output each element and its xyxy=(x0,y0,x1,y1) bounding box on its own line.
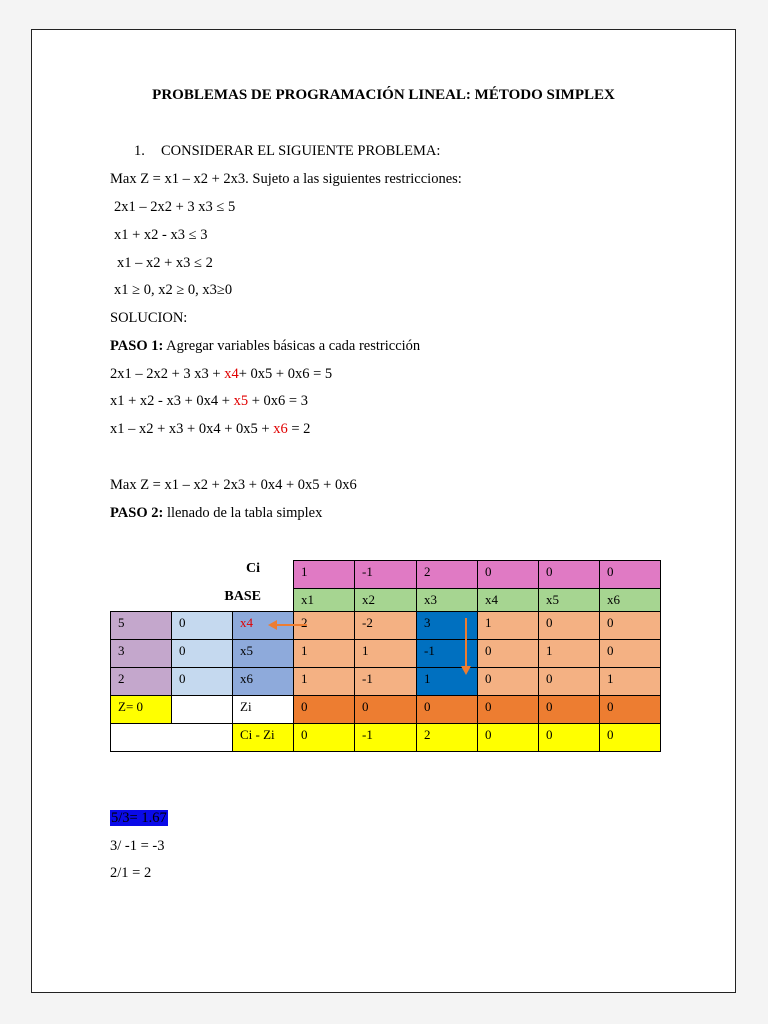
step2-label: PASO 2: xyxy=(110,505,164,521)
problem-number: 1. xyxy=(134,143,145,159)
cb-cell: 0 xyxy=(171,639,233,668)
coef-cell: -2 xyxy=(354,611,417,640)
coef-cell: 0 xyxy=(477,667,539,696)
slack-var-x6: x6 xyxy=(273,421,288,437)
coef-cell: 0 xyxy=(599,611,661,640)
solution-label: SOLUCION: xyxy=(110,310,188,326)
ratio-3: 2/1 = 2 xyxy=(110,865,152,881)
rhs-cell: 3 xyxy=(110,639,172,668)
eq1-part-b: + 0x5 + 0x6 = 5 xyxy=(238,366,333,382)
rhs-cell: 5 xyxy=(110,611,172,640)
coef-cell: 1 xyxy=(354,639,417,668)
z-value-cell: Z= 0 xyxy=(110,695,172,724)
slack-var-x4: x4 xyxy=(224,366,239,382)
step1-label: PASO 1: xyxy=(110,338,164,354)
cz-cell: 2 xyxy=(416,723,478,752)
rhs-cell: 2 xyxy=(110,667,172,696)
coef-cell: 1 xyxy=(416,667,478,696)
ratio-1 xyxy=(110,809,168,827)
constraint-2: x1 + x2 - x3 ≤ 3 xyxy=(114,227,208,243)
cb-cell: 0 xyxy=(171,611,233,640)
var-header-cell: x2 xyxy=(354,588,417,612)
coef-cell: 1 xyxy=(599,667,661,696)
step1-line xyxy=(110,337,420,355)
step2-line xyxy=(110,504,322,522)
var-header-cell: x5 xyxy=(538,588,600,612)
basis-var-cell: x6 xyxy=(232,667,294,696)
ci-cell: 2 xyxy=(416,560,478,589)
extended-objective: Max Z = x1 – x2 + 2x3 + 0x4 + 0x5 + 0x6 xyxy=(110,477,357,493)
var-header-cell: x1 xyxy=(293,588,355,612)
ci-cell: 1 xyxy=(293,560,355,589)
empty-cell xyxy=(171,695,233,724)
zi-cell: 0 xyxy=(354,695,417,724)
cz-label-cell: Ci - Zi xyxy=(232,723,294,752)
var-header-cell: x4 xyxy=(477,588,539,612)
var-header-cell: x6 xyxy=(599,588,661,612)
eq1-part-a: 2x1 – 2x2 + 3 x3 + xyxy=(110,366,225,382)
ci-cell: -1 xyxy=(354,560,417,589)
ci-cell: 0 xyxy=(538,560,600,589)
problem-heading: CONSIDERAR EL SIGUIENTE PROBLEMA: xyxy=(161,143,441,159)
coef-cell: -1 xyxy=(354,667,417,696)
coef-cell: 0 xyxy=(599,639,661,668)
coef-cell: 1 xyxy=(293,639,355,668)
equation-2 xyxy=(110,392,308,410)
cz-cell: 0 xyxy=(538,723,600,752)
equation-1 xyxy=(110,365,332,383)
objective-function: Max Z = x1 – x2 + 2x3. Sujeto a las siguientes restricciones: xyxy=(110,171,462,187)
cz-cell: -1 xyxy=(354,723,417,752)
document-page xyxy=(31,29,736,993)
ci-cell: 0 xyxy=(599,560,661,589)
ci-cell: 0 xyxy=(477,560,539,589)
step2-text: llenado de la tabla simplex xyxy=(166,505,323,521)
coef-cell: 2 xyxy=(293,611,355,640)
eq3-part-a: x1 – x2 + x3 + 0x4 + 0x5 + xyxy=(110,421,274,437)
coef-cell: 0 xyxy=(538,667,600,696)
ratio-2: 3/ -1 = -3 xyxy=(110,838,165,854)
coef-cell: 0 xyxy=(477,639,539,668)
coef-cell: -1 xyxy=(416,639,478,668)
base-header-label: BASE xyxy=(224,589,261,604)
coef-cell: 3 xyxy=(416,611,478,640)
cb-cell: 0 xyxy=(171,667,233,696)
cz-cell: 0 xyxy=(293,723,355,752)
constraint-3: x1 – x2 + x3 ≤ 2 xyxy=(117,255,213,271)
var-header-cell: x3 xyxy=(416,588,478,612)
basis-var-cell: x5 xyxy=(232,639,294,668)
basis-var-cell: x4 xyxy=(232,611,294,640)
zi-cell: 0 xyxy=(477,695,539,724)
coef-cell: 1 xyxy=(538,639,600,668)
constraint-1: 2x1 – 2x2 + 3 x3 ≤ 5 xyxy=(114,199,236,215)
coef-cell: 0 xyxy=(538,611,600,640)
cz-cell: 0 xyxy=(477,723,539,752)
zi-cell: 0 xyxy=(538,695,600,724)
zi-cell: 0 xyxy=(416,695,478,724)
coef-cell: 1 xyxy=(293,667,355,696)
eq2-part-b: + 0x6 = 3 xyxy=(248,393,308,409)
zi-cell: 0 xyxy=(293,695,355,724)
eq3-part-b: = 2 xyxy=(287,421,311,437)
empty-cell xyxy=(110,723,233,752)
step1-text: Agregar variables básicas a cada restricción xyxy=(166,338,421,354)
eq2-part-a: x1 + x2 - x3 + 0x4 + xyxy=(110,393,234,409)
zi-label-cell: Zi xyxy=(232,695,294,724)
non-negativity-constraint: x1 ≥ 0, x2 ≥ 0, x3≥0 xyxy=(114,282,233,298)
cz-cell: 0 xyxy=(599,723,661,752)
zi-cell: 0 xyxy=(599,695,661,724)
ci-header-label: Ci xyxy=(246,561,260,576)
coef-cell: 1 xyxy=(477,611,539,640)
ratio-1-highlight: 5/3= 1.67 xyxy=(111,810,167,826)
slack-var-x5: x5 xyxy=(233,393,249,409)
equation-3 xyxy=(110,420,310,438)
page-title: PROBLEMAS DE PROGRAMACIÓN LINEAL: MÉTODO SIMPLEX xyxy=(152,87,615,103)
